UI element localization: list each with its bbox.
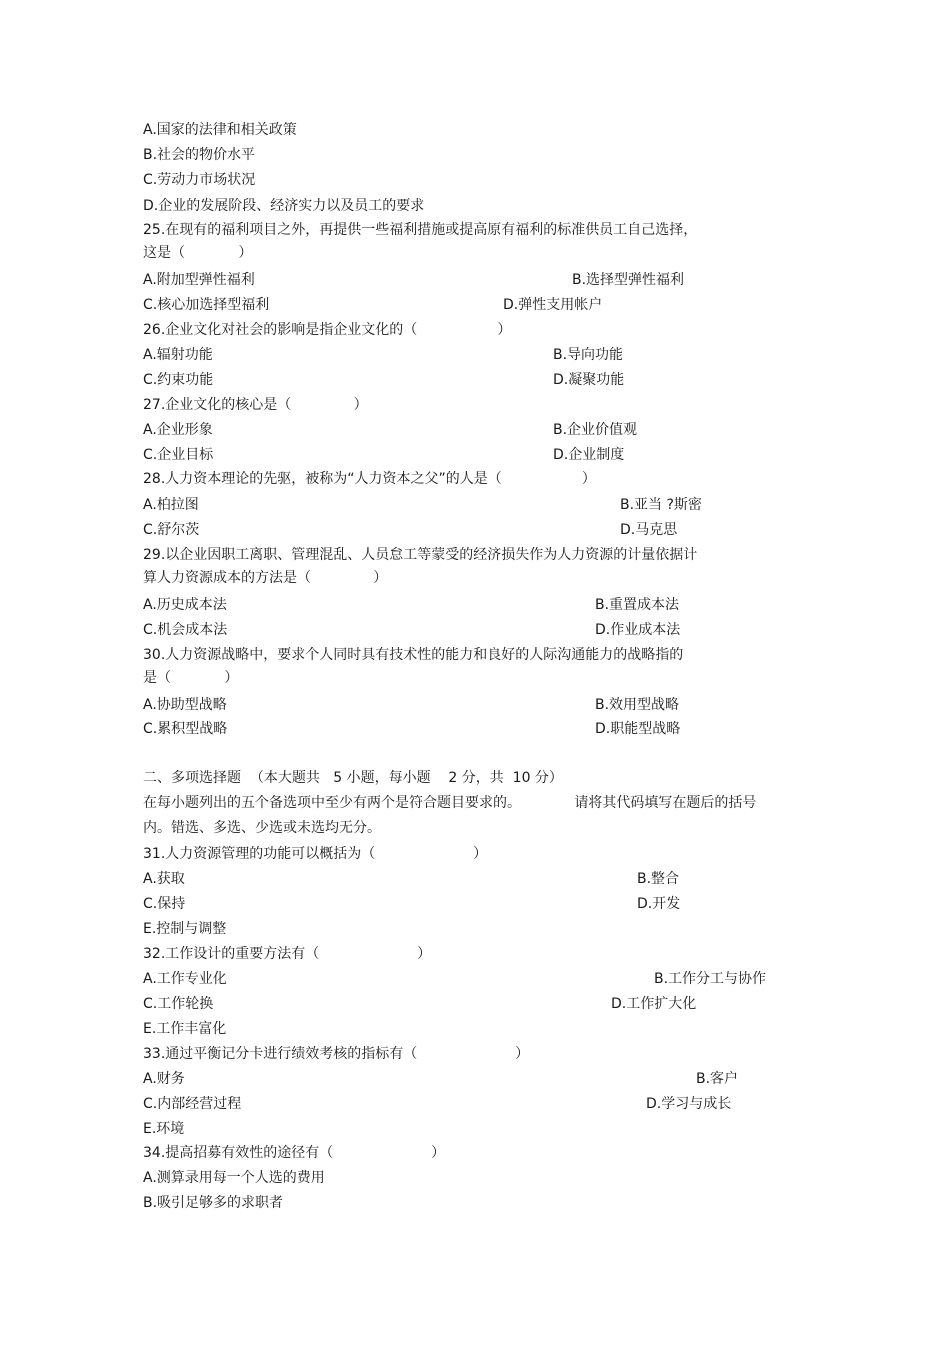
- q32-stem: 32.工作设计的重要方法有（ ）: [143, 946, 432, 962]
- q29-stem-line1: 29.以企业因职工离职、管理混乱、人员怠工等蒙受的经济损失作为人力资源的计量依据计: [143, 547, 698, 563]
- q25-option-b: B.选择型弹性福利: [572, 272, 685, 288]
- q25-option-c: C.核心加选择型福利: [143, 297, 270, 313]
- q26-option-b: B.导向功能: [553, 347, 624, 363]
- q29-option-d: D.作业成本法: [595, 622, 681, 638]
- q29-option-a: A.历史成本法: [143, 597, 227, 613]
- q24-option-d: D.企业的发展阶段、经济实力以及员工的要求: [143, 198, 425, 214]
- q25-stem-line1: 25.在现有的福利项目之外，再提供一些福利措施或提高原有福利的标准供员工自己选择，: [143, 222, 698, 238]
- q32-option-a: A.工作专业化: [143, 971, 227, 987]
- q33-option-d: D.学习与成长: [646, 1096, 732, 1112]
- q25-option-a: A.附加型弹性福利: [143, 272, 255, 288]
- q34-option-b: B.吸引足够多的求职者: [143, 1195, 284, 1211]
- q33-option-b: B.客户: [696, 1071, 739, 1087]
- q27-option-c: C.企业目标: [143, 447, 214, 463]
- q31-option-c: C.保持: [143, 896, 186, 912]
- q33-option-c: C.内部经营过程: [143, 1096, 242, 1112]
- q28-option-b: B.亚当 ?斯密: [620, 497, 702, 513]
- q28-stem: 28.人力资本理论的先驱，被称为“人力资本之父”的人是（ ）: [143, 471, 596, 487]
- q27-option-b: B.企业价值观: [553, 422, 638, 438]
- q27-stem: 27.企业文化的核心是（ ）: [143, 397, 368, 413]
- q31-stem: 31.人力资源管理的功能可以概括为（ ）: [143, 846, 488, 862]
- q24-option-b: B.社会的物价水平: [143, 147, 256, 163]
- q32-option-c: C.工作轮换: [143, 996, 214, 1012]
- q29-option-c: C.机会成本法: [143, 622, 228, 638]
- q26-option-a: A.辐射功能: [143, 347, 213, 363]
- q32-option-d: D.工作扩大化: [611, 996, 697, 1012]
- q28-option-c: C.舒尔茨: [143, 522, 200, 538]
- q33-option-e: E.环境: [143, 1121, 185, 1137]
- q30-option-c: C.累积型战略: [143, 721, 228, 737]
- q26-option-c: C.约束功能: [143, 372, 214, 388]
- section2-instructions-line1: 在每小题列出的五个备选项中至少有两个是符合题目要求的。 请将其代码填写在题后的括号: [143, 795, 757, 811]
- q29-stem-line2: 算人力资源成本的方法是（ ）: [143, 570, 388, 586]
- q32-option-b: B.工作分工与协作: [654, 971, 767, 987]
- q32-option-e: E.工作丰富化: [143, 1021, 227, 1037]
- q31-option-e: E.控制与调整: [143, 921, 227, 937]
- section2-instructions-line2: 内。错选、多选、少选或未选均无分。: [143, 820, 381, 836]
- q30-option-d: D.职能型战略: [595, 721, 681, 737]
- q27-option-a: A.企业形象: [143, 422, 213, 438]
- q31-option-b: B.整合: [637, 871, 680, 887]
- q34-option-a: A.测算录用每一个人选的费用: [143, 1170, 325, 1186]
- q33-option-a: A.财务: [143, 1071, 185, 1087]
- q31-option-d: D.开发: [637, 896, 681, 912]
- section2-heading: 二、多项选择题 （本大题共 5 小题，每小题 2 分，共 10 分）: [143, 770, 563, 786]
- q26-stem: 26.企业文化对社会的影响是指企业文化的（ ）: [143, 322, 512, 338]
- q30-stem-line2: 是（ ）: [143, 670, 239, 686]
- q29-option-b: B.重置成本法: [595, 597, 680, 613]
- q27-option-d: D.企业制度: [553, 447, 625, 463]
- q24-option-c: C.劳动力市场状况: [143, 172, 256, 188]
- q33-stem: 33.通过平衡记分卡进行绩效考核的指标有（ ）: [143, 1046, 530, 1062]
- q24-option-a: A.国家的法律和相关政策: [143, 122, 297, 138]
- q25-stem-line2: 这是（ ）: [143, 245, 253, 261]
- q28-option-a: A.柏拉图: [143, 497, 199, 513]
- q34-stem: 34.提高招募有效性的途径有（ ）: [143, 1145, 446, 1161]
- q30-option-a: A.协助型战略: [143, 697, 227, 713]
- q30-option-b: B.效用型战略: [595, 697, 680, 713]
- q26-option-d: D.凝聚功能: [553, 372, 625, 388]
- q28-option-d: D.马克思: [620, 522, 678, 538]
- q25-option-d: D.弹性支用帐户: [503, 297, 603, 313]
- q30-stem-line1: 30.人力资源战略中，要求个人同时具有技术性的能力和良好的人际沟通能力的战略指的: [143, 647, 684, 663]
- q31-option-a: A.获取: [143, 871, 185, 887]
